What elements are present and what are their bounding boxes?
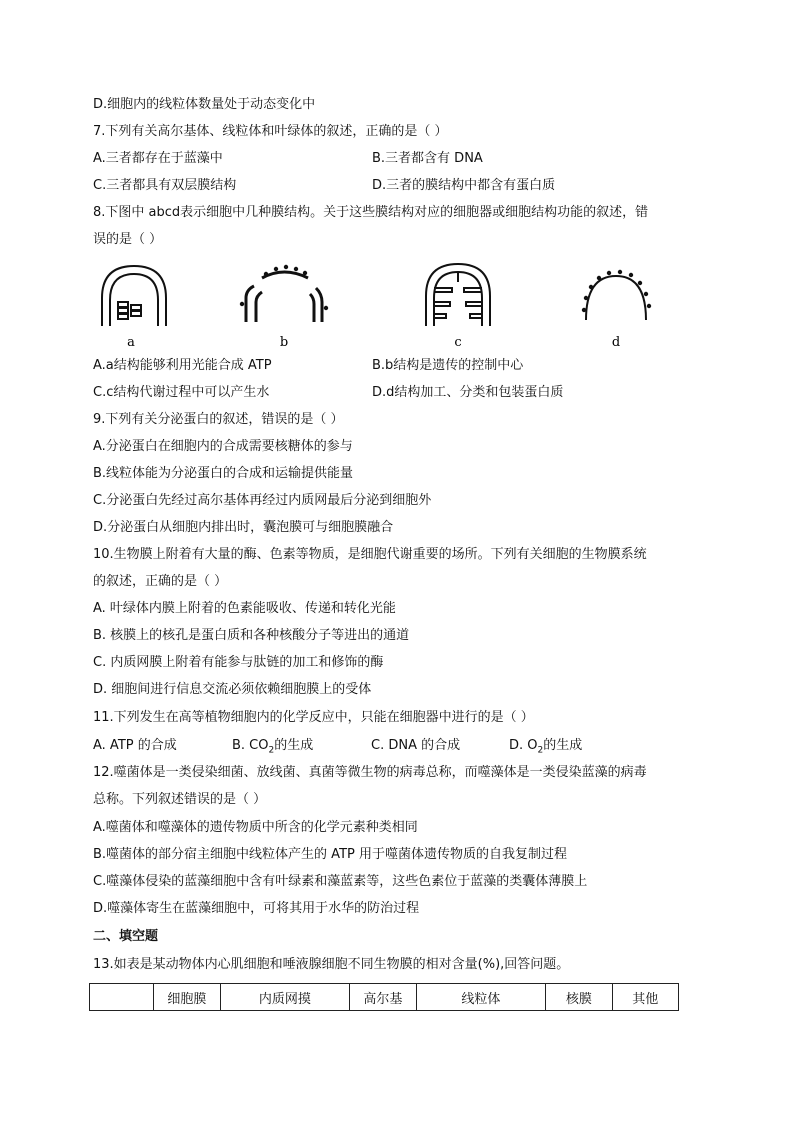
q10-option-d: D. 细胞间进行信息交流必须依赖细胞膜上的受体	[93, 682, 372, 697]
q13-stem: 13.如表是某动物体内心肌细胞和唾液腺细胞不同生物膜的相对含量(%),回答问题。	[93, 957, 570, 972]
q12-option-c: C.噬藻体侵染的蓝藻细胞中含有叶绿素和藻蓝素等，这些色素位于蓝藻的类囊体薄膜上	[93, 874, 588, 889]
section-title: 二、填空题	[93, 929, 159, 944]
q8-option-b: B.b结构是遗传的控制中心	[372, 358, 524, 373]
label-c: c	[454, 335, 462, 350]
table-header-row	[90, 984, 679, 1011]
label-d: d	[611, 335, 621, 350]
table-header-cell: 其他	[612, 984, 678, 1011]
label-a: a	[127, 335, 135, 350]
q7-option-c: C.三者都具有双层膜结构	[93, 178, 237, 193]
structure-d	[586, 276, 646, 320]
q12-option-b: B.噬菌体的部分宿主细胞中线粒体产生的 ATP 用于噬菌体遗传物质的自我复制过程	[93, 847, 567, 862]
q10-stem-line1: 10.生物膜上附着有大量的酶、色素等物质，是细胞代谢重要的场所。下列有关细胞的生物膜系统	[93, 547, 647, 562]
q9-option-c: C.分泌蛋白先经过高尔基体再经过内质网最后分泌到细胞外	[93, 493, 432, 508]
q12-stem-line2: 总称。下列叙述错误的是（ ）	[93, 792, 267, 807]
q9-option-a: A.分泌蛋白在细胞内的合成需要核糖体的参与	[93, 439, 353, 454]
q11-option-a: A. ATP 的合成	[93, 738, 177, 753]
membrane-structures-figure	[96, 258, 656, 354]
label-b: b	[279, 335, 289, 350]
q10-option-a: A. 叶绿体内膜上附着的色素能吸收、传递和转化光能	[93, 601, 396, 616]
q11-option-c: C. DNA 的合成	[371, 738, 461, 753]
q10-stem-line2: 的叙述，正确的是（ ）	[93, 574, 228, 589]
table-header-cell: 线粒体	[416, 984, 546, 1011]
q9-option-d: D.分泌蛋白从细胞内排出时，囊泡膜可与细胞膜融合	[93, 520, 394, 535]
table-header-cell: 内质网摸	[220, 984, 350, 1011]
q11-option-d: D. $O_2$的生成	[509, 738, 583, 756]
q12-stem-line1: 12.噬菌体是一类侵染细菌、放线菌、真菌等微生物的病毒总称，而噬藻体是一类侵染蓝藻的病毒	[93, 765, 647, 780]
structure-c	[426, 264, 490, 326]
structure-b	[246, 272, 322, 322]
q9-option-b: B.线粒体能为分泌蛋白的合成和运输提供能量	[93, 466, 354, 481]
q12-option-d: D.噬藻体寄生在蓝藻细胞中，可将其用于水华的防治过程	[93, 901, 420, 916]
structure-a	[102, 266, 166, 326]
table-header-cell: 核膜	[546, 984, 612, 1011]
q9-stem: 9.下列有关分泌蛋白的叙述，错误的是（ ）	[93, 412, 344, 427]
q8-option-a: A.a结构能够利用光能合成 ATP	[93, 358, 272, 373]
q6-option-d: D.细胞内的线粒体数量处于动态变化中	[93, 97, 316, 112]
table-header-cell	[90, 984, 154, 1011]
table-header-cell: 细胞膜	[154, 984, 220, 1011]
q11-option-b: B. $CO_2$的生成	[232, 738, 314, 756]
q10-option-b: B. 核膜上的核孔是蛋白质和各种核酸分子等进出的通道	[93, 628, 410, 643]
q8-option-d: D.d结构加工、分类和包装蛋白质	[372, 385, 564, 400]
q10-option-c: C. 内质网膜上附着有能参与肽链的加工和修饰的酶	[93, 655, 384, 670]
q11-stem: 11.下列发生在高等植物细胞内的化学反应中，只能在细胞器中进行的是（ ）	[93, 710, 534, 725]
q7-option-a: A.三者都存在于蓝藻中	[93, 151, 223, 166]
q7-option-d: D.三者的膜结构中都含有蛋白质	[372, 178, 556, 193]
q8-stem-line2: 误的是（ ）	[93, 232, 163, 247]
membrane-content-table	[89, 983, 679, 1011]
membrane-structures-drawing	[96, 258, 656, 354]
table-header-cell: 高尔基	[350, 984, 416, 1011]
q7-stem: 7.下列有关高尔基体、线粒体和叶绿体的叙述，正确的是（ ）	[93, 124, 448, 139]
q8-stem-line1: 8.下图中 abcd表示细胞中几种膜结构。关于这些膜结构对应的细胞器或细胞结构功能的叙述，错	[93, 205, 649, 220]
q8-option-c: C.c结构代谢过程中可以产生水	[93, 385, 270, 400]
q7-option-b: B.三者都含有 DNA	[372, 151, 483, 166]
q12-option-a: A.噬菌体和噬藻体的遗传物质中所含的化学元素种类相同	[93, 820, 418, 835]
